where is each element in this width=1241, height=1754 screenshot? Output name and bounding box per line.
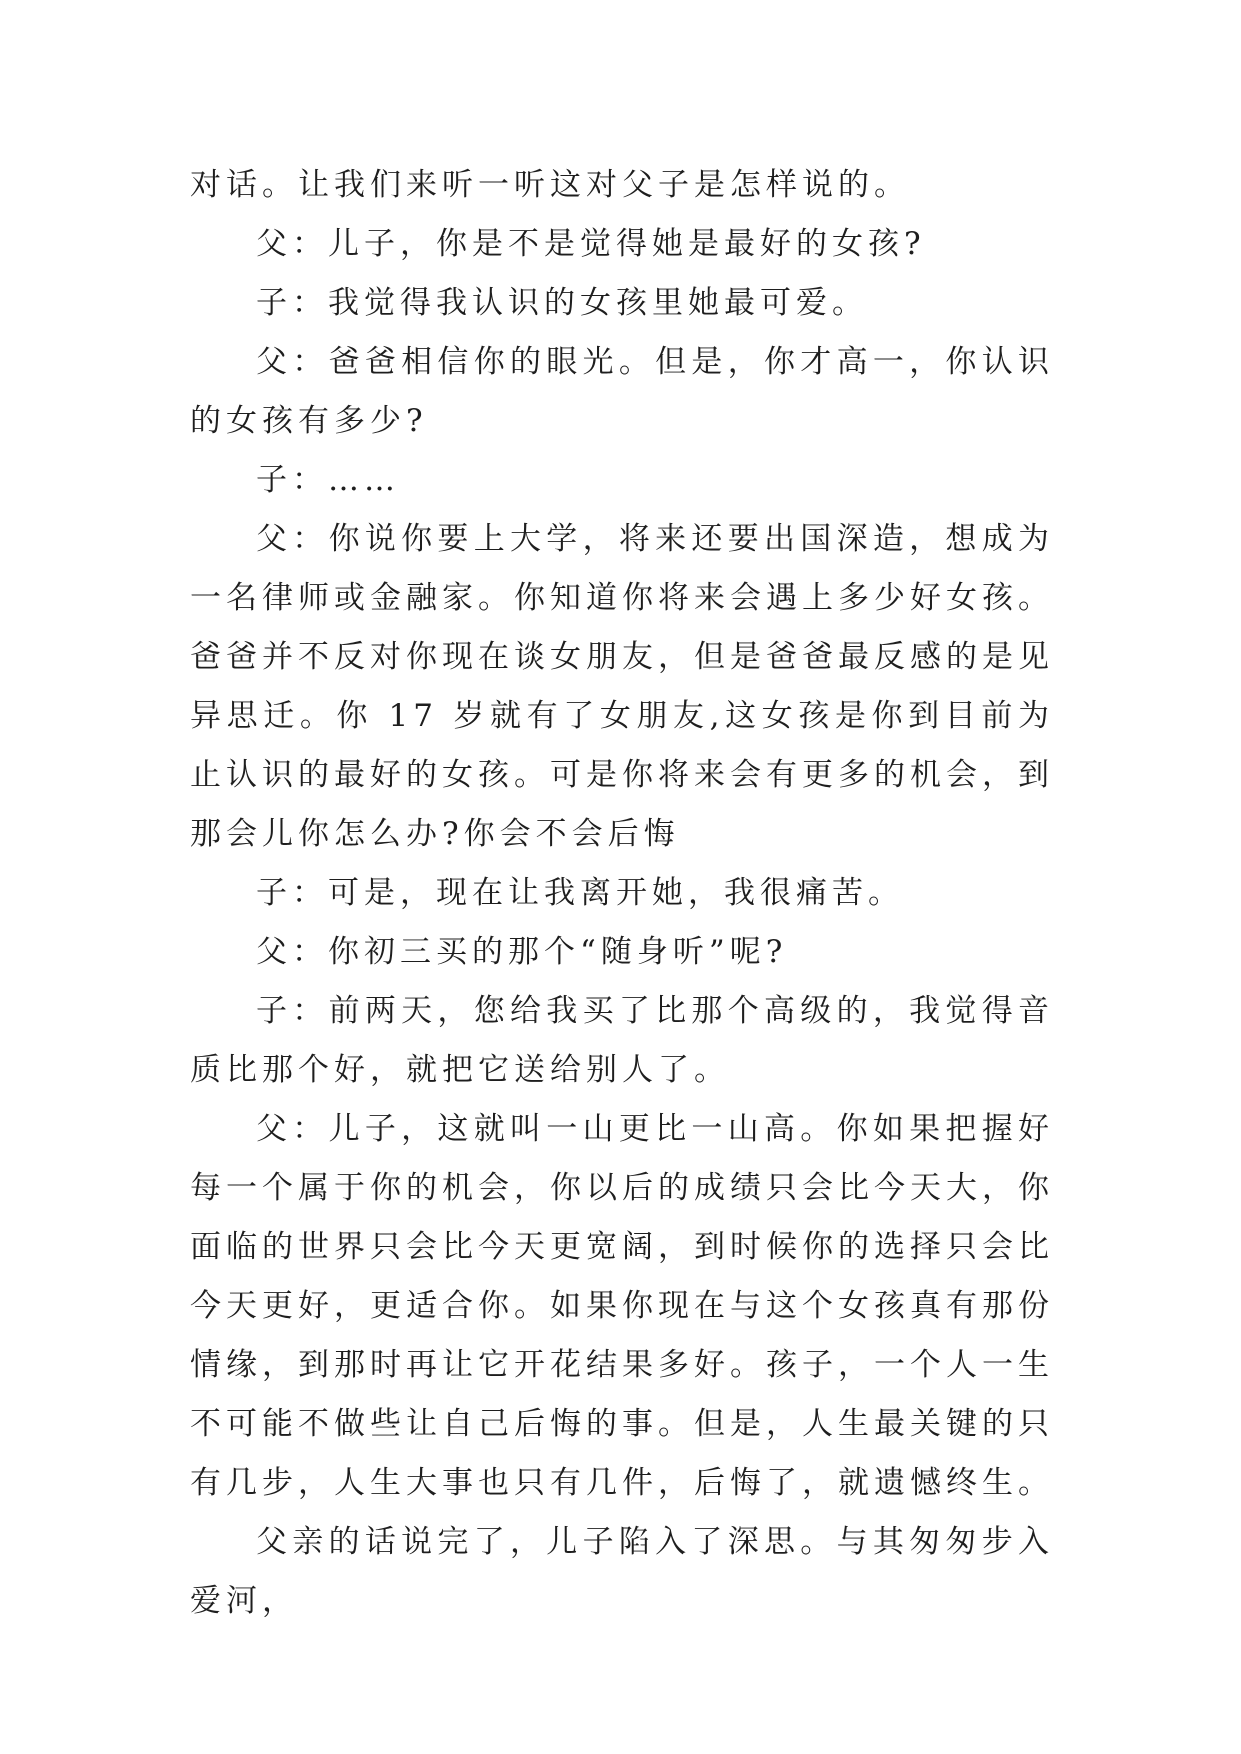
paragraph-son-4: 子：前两天，您给我买了比那个高级的，我觉得音质比那个好，就把它送给别人了。 bbox=[190, 993, 1054, 1088]
paragraph-father-4: 父：你初三买的那个“随身听”呢? bbox=[256, 934, 788, 970]
paragraph-son-2: 子：…… bbox=[256, 462, 400, 498]
document-page bbox=[190, 156, 1054, 1631]
paragraph-father-2: 父：爸爸相信你的眼光。但是，你才高一，你认识的女孩有多少? bbox=[190, 344, 1054, 439]
paragraph-father-1: 父：儿子，你是不是觉得她是最好的女孩? bbox=[256, 226, 926, 262]
paragraph-intro: 对话。让我们来听一听这对父子是怎样说的。 bbox=[190, 167, 910, 203]
paragraph-son-3: 子：可是，现在让我离开她，我很痛苦。 bbox=[256, 875, 904, 911]
paragraph-son-1: 子：我觉得我认识的女孩里她最可爱。 bbox=[256, 285, 868, 321]
paragraph-father-3: 父：你说你要上大学，将来还要出国深造，想成为一名律师或金融家。你知道你将来会遇上多少好女孩。爸爸并不反对你现在谈女朋友，但是爸爸最反感的是见异思迁。你 17 岁就有了女朋友,这女孩是你到目前为止认识的最好的女孩。可是你将来会有更多的机会，到那会儿你怎么办?你会不会后悔 bbox=[190, 521, 1054, 852]
paragraph-father-5: 父：儿子，这就叫一山更比一山高。你如果把握好每一个属于你的机会，你以后的成绩只会比今天大，你面临的世界只会比今天更宽阔，到时候你的选择只会比今天更好，更适合你。如果你现在与这个女孩真有那份情缘，到那时再让它开花结果多好。孩子，一个人一生不可能不做些让自己后悔的事。但是，人生最关键的只有几步，人生大事也只有几件，后悔了，就遗憾终生。 bbox=[190, 1111, 1054, 1501]
paragraph-conclusion: 父亲的话说完了，儿子陷入了深思。与其匆匆步入爱河， bbox=[190, 1524, 1054, 1619]
